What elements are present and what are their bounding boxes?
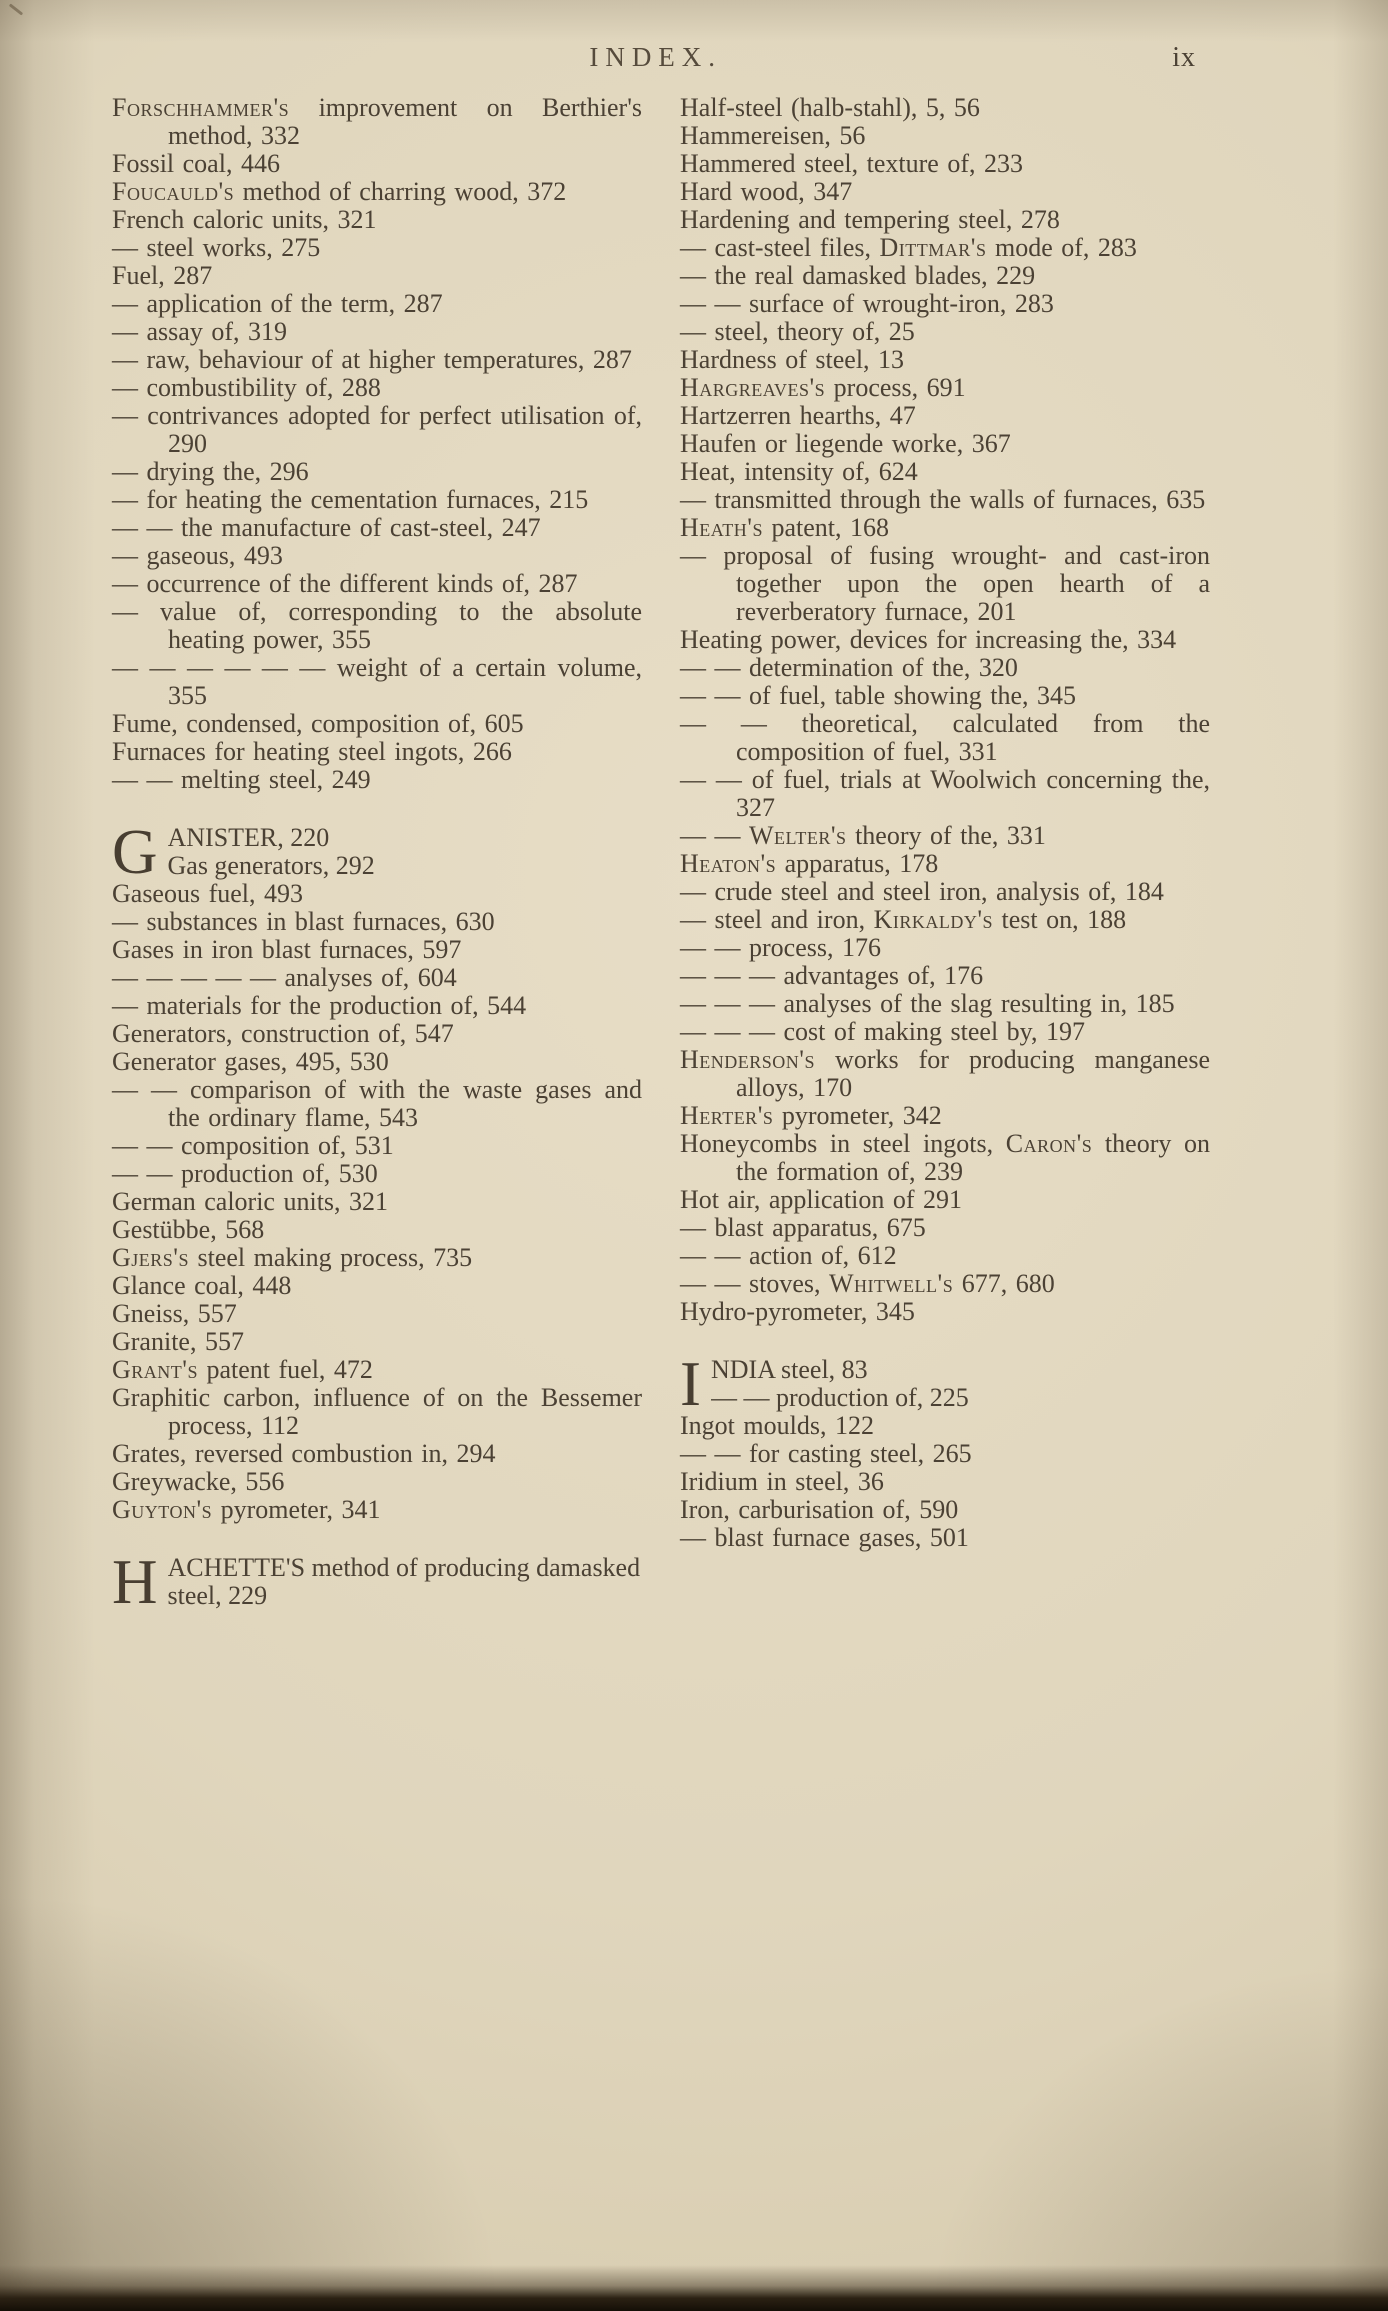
- entry-text: — cast-steel files,: [680, 233, 880, 262]
- index-entry: [112, 1300, 642, 1328]
- index-entry-line: [168, 1554, 643, 1610]
- dropcap-letter: H: [112, 1547, 158, 1617]
- index-entry: [112, 346, 642, 374]
- index-entry-line: [711, 1356, 1210, 1384]
- index-entry: [680, 962, 1210, 990]
- index-column-right: [680, 94, 1210, 1610]
- entry-text: Gases in iron blast furnaces, 597: [112, 935, 462, 964]
- index-entry: [680, 290, 1210, 318]
- entry-text: Hammereisen, 56: [680, 121, 866, 150]
- entry-text: — transmitted through the walls of furnaces, 635: [680, 485, 1206, 514]
- entry-text: — — — analyses of the slag resulting in, 185: [680, 989, 1175, 1018]
- index-entry: [112, 936, 642, 964]
- entry-text: — — composition of, 531: [112, 1131, 394, 1160]
- entry-text: — occurrence of the different kinds of, 287: [112, 569, 578, 598]
- index-entry: [112, 1076, 642, 1132]
- index-entry: [680, 1496, 1210, 1524]
- index-columns: [112, 93, 1210, 1617]
- index-entry: [680, 850, 1210, 878]
- entry-text: — substances in blast furnaces, 630: [112, 907, 495, 936]
- entry-text: Half-steel (halb-stahl), 5, 56: [680, 93, 980, 122]
- index-entry: [112, 654, 642, 710]
- entry-text: Heating power, devices for increasing the, 334: [680, 625, 1177, 654]
- page-header-title: INDEX.: [589, 42, 723, 72]
- section-spacer: [680, 1326, 1210, 1356]
- entry-text: — blast furnace gases, 501: [680, 1523, 969, 1552]
- entry-text: — materials for the production of, 544: [112, 991, 527, 1020]
- entry-text: Haufen or liegende worke, 367: [680, 429, 1011, 458]
- entry-text: Gestübbe, 568: [112, 1215, 265, 1244]
- index-entry: [680, 542, 1210, 626]
- entry-text: Gneiss, 557: [112, 1299, 237, 1328]
- entry-text: — — production of, 530: [112, 1159, 378, 1188]
- index-entry-dropcap: [112, 1547, 642, 1617]
- index-entry: [112, 374, 642, 402]
- entry-text: — — melting steel, 249: [112, 765, 371, 794]
- dropcap-letter: I: [680, 1349, 701, 1419]
- entry-text: Ingot moulds, 122: [680, 1411, 874, 1440]
- section-spacer: [112, 1524, 642, 1554]
- index-entry: [680, 374, 1210, 402]
- index-entry: [112, 1468, 642, 1496]
- entry-text: — the real damasked blades, 229: [680, 261, 1036, 290]
- index-entry: [680, 486, 1210, 514]
- entry-text: — contrivances adopted for perfect utilisation of, 290: [112, 401, 642, 458]
- index-entry: [680, 1214, 1210, 1242]
- entry-text: Generators, construction of, 547: [112, 1019, 454, 1048]
- entry-text: — gaseous, 493: [112, 541, 283, 570]
- entry-text: — crude steel and steel iron, analysis of, 184: [680, 877, 1164, 906]
- index-entry: [680, 178, 1210, 206]
- entry-text: — — action of, 612: [680, 1241, 897, 1270]
- entry-text: Hartzerren hearths, 47: [680, 401, 916, 430]
- entry-name-smallcaps: Heaton's: [680, 849, 777, 878]
- index-entry: [112, 710, 642, 738]
- entry-text: theory on the formation of, 239: [736, 1129, 1210, 1186]
- index-entry: [112, 514, 642, 542]
- index-entry: [680, 150, 1210, 178]
- index-entry: [112, 738, 642, 766]
- entry-text: — — process, 176: [680, 933, 881, 962]
- dropcap-letter: G: [112, 817, 158, 887]
- entry-text: — assay of, 319: [112, 317, 287, 346]
- index-entry: [112, 908, 642, 936]
- index-entry: [680, 1046, 1210, 1102]
- index-entry: [680, 934, 1210, 962]
- entry-text: — — determination of the, 320: [680, 653, 1018, 682]
- scan-artifact-mark: [9, 3, 23, 15]
- entry-text: — — stoves,: [680, 1269, 829, 1298]
- index-entry: [112, 1244, 642, 1272]
- index-entry: [680, 906, 1210, 934]
- entry-text: — combustibility of, 288: [112, 373, 381, 402]
- entry-text: mode of, 283: [986, 233, 1137, 262]
- index-entry: [112, 542, 642, 570]
- entry-text: — — the manufacture of cast-steel, 247: [112, 513, 541, 542]
- entry-text: Hot air, application of 291: [680, 1185, 963, 1214]
- entry-text: Hard wood, 347: [680, 177, 853, 206]
- index-entry: [680, 682, 1210, 710]
- index-entry: [112, 1440, 642, 1468]
- entry-name-smallcaps: Henderson's: [680, 1045, 815, 1074]
- entry-text: Hardness of steel, 13: [680, 345, 905, 374]
- entry-text: ACHETTE'S method of producing damasked steel, 229: [167, 1554, 641, 1610]
- entry-text: — raw, behaviour of at higher temperatures, 287: [112, 345, 632, 374]
- index-entry: [680, 1018, 1210, 1046]
- entry-text: German caloric units, 321: [112, 1187, 389, 1216]
- entry-text: Fossil coal, 446: [112, 149, 280, 178]
- entry-text: Generator gases, 495, 530: [112, 1047, 389, 1076]
- entry-text: works for producing manganese alloys, 170: [736, 1045, 1210, 1102]
- entry-text: — — for casting steel, 265: [680, 1439, 972, 1468]
- entry-name-smallcaps: Heath's: [680, 513, 763, 542]
- index-entry: [680, 878, 1210, 906]
- entry-name-smallcaps: Kirkaldy's: [873, 905, 994, 934]
- index-entry: [680, 402, 1210, 430]
- index-entry: [112, 458, 642, 486]
- entry-text: — — production of, 225: [710, 1384, 969, 1412]
- entry-text: Granite, 557: [112, 1327, 244, 1356]
- entry-text: Furnaces for heating steel ingots, 266: [112, 737, 512, 766]
- index-entry: [112, 1356, 642, 1384]
- entry-text: — blast apparatus, 675: [680, 1213, 926, 1242]
- entry-text: French caloric units, 321: [112, 205, 377, 234]
- entry-text: pyrometer, 341: [212, 1495, 381, 1524]
- index-entry: [112, 766, 642, 794]
- index-entry: [680, 1270, 1210, 1298]
- index-entry: [680, 1412, 1210, 1440]
- entry-name-smallcaps: Herter's: [680, 1101, 774, 1130]
- index-entry: [680, 1524, 1210, 1552]
- index-entry: [112, 94, 642, 150]
- index-entry: [112, 318, 642, 346]
- index-entry-dropcap: [112, 817, 642, 887]
- section-spacer: [112, 794, 642, 824]
- index-entry: [112, 1272, 642, 1300]
- index-entry: [680, 1468, 1210, 1496]
- index-entry: [680, 206, 1210, 234]
- index-entry: [680, 318, 1210, 346]
- entry-name-smallcaps: Hargreaves's: [680, 373, 826, 402]
- entry-text: — — surface of wrought-iron, 283: [680, 289, 1054, 318]
- index-entry: [680, 822, 1210, 850]
- entry-text: Hydro-pyrometer, 345: [680, 1297, 915, 1326]
- entry-name-smallcaps: Whitwell's: [829, 1269, 954, 1298]
- entry-text: Iridium in steel, 36: [680, 1467, 884, 1496]
- entry-name-smallcaps: Gjers's: [112, 1243, 189, 1272]
- entry-text: — —: [680, 821, 749, 850]
- entry-text: — steel, theory of, 25: [680, 317, 915, 346]
- index-entry: [112, 1020, 642, 1048]
- entry-text: Iron, carburisation of, 590: [680, 1495, 959, 1524]
- entry-name-smallcaps: Dittmar's: [879, 233, 987, 262]
- index-entry: [112, 1328, 642, 1356]
- page-number: ix: [1172, 42, 1196, 73]
- entry-text: — steel and iron,: [680, 905, 874, 934]
- entry-text: Heat, intensity of, 624: [680, 457, 918, 486]
- index-entry: [112, 178, 642, 206]
- index-entry: [680, 1186, 1210, 1214]
- entry-text: Grates, reversed combustion in, 294: [112, 1439, 496, 1468]
- entry-text: patent, 168: [762, 513, 889, 542]
- index-entry: [680, 766, 1210, 822]
- entry-name-smallcaps: Foucauld's: [112, 177, 235, 206]
- index-entry: [112, 402, 642, 458]
- index-entry: [680, 1298, 1210, 1326]
- index-entry: [112, 880, 642, 908]
- index-entry: [680, 710, 1210, 766]
- index-entry-line: [711, 1384, 1210, 1412]
- entry-text: method of charring wood, 372: [234, 177, 567, 206]
- index-entry: [112, 1048, 642, 1076]
- entry-name-smallcaps: Forschhammer's: [112, 93, 290, 122]
- entry-text: ANISTER, 220: [167, 824, 330, 852]
- index-entry: [112, 1160, 642, 1188]
- entry-text: test on, 188: [993, 905, 1127, 934]
- entry-text: — — theoretical, calculated from the composition of fuel, 331: [680, 709, 1210, 766]
- index-entry-dropcap: [680, 1349, 1210, 1419]
- index-entry: [680, 94, 1210, 122]
- index-entry: [112, 598, 642, 654]
- entry-text: — drying the, 296: [112, 457, 309, 486]
- entry-text: Gas generators, 292: [167, 852, 375, 880]
- index-entry: [680, 346, 1210, 374]
- entry-text: pyrometer, 342: [773, 1101, 942, 1130]
- entry-text: — — — cost of making steel by, 197: [680, 1017, 1085, 1046]
- index-entry: [680, 654, 1210, 682]
- entry-text: — for heating the cementation furnaces, 215: [112, 485, 589, 514]
- index-entry: [112, 290, 642, 318]
- entry-text: Honeycombs in steel ingots,: [680, 1129, 1006, 1158]
- entry-name-smallcaps: Caron's: [1005, 1129, 1093, 1158]
- entry-text: 677, 680: [953, 1269, 1055, 1298]
- index-entry-line: [168, 852, 643, 880]
- entry-text: patent fuel, 472: [197, 1355, 373, 1384]
- index-entry: [112, 262, 642, 290]
- index-entry: [680, 262, 1210, 290]
- entry-text: — — of fuel, trials at Woolwich concerning the, 327: [680, 765, 1210, 822]
- index-entry: [680, 1440, 1210, 1468]
- index-entry: [112, 992, 642, 1020]
- index-entry: [112, 1496, 642, 1524]
- index-entry: [680, 626, 1210, 654]
- index-entry: [112, 1188, 642, 1216]
- index-column-left: [112, 93, 642, 1617]
- entry-text: — — — — — — weight of a certain volume, 355: [112, 653, 642, 710]
- entry-name-smallcaps: Grant's: [112, 1355, 198, 1384]
- index-entry: [680, 514, 1210, 542]
- entry-text: Fuel, 287: [112, 261, 213, 290]
- entry-name-smallcaps: Welter's: [749, 821, 847, 850]
- index-entry: [112, 570, 642, 598]
- entry-text: Gaseous fuel, 493: [112, 879, 304, 908]
- page-header: [112, 42, 1210, 82]
- entry-text: theory of the, 331: [846, 821, 1046, 850]
- entry-text: Greywacke, 556: [112, 1467, 285, 1496]
- entry-text: — — comparison of with the waste gases and the ordinary flame, 543: [112, 1075, 642, 1132]
- index-entry: [112, 486, 642, 514]
- index-entry: [680, 458, 1210, 486]
- entry-text: NDIA steel, 83: [710, 1356, 868, 1384]
- entry-text: — application of the term, 287: [112, 289, 443, 318]
- index-entry: [112, 206, 642, 234]
- entry-text: Glance coal, 448: [112, 1271, 292, 1300]
- index-entry: [112, 1384, 642, 1440]
- entry-text: — proposal of fusing wrought- and cast-iron together upon the open hearth of a reverberatory furnace, 201: [680, 541, 1210, 626]
- index-entry: [112, 964, 642, 992]
- index-entry: [680, 990, 1210, 1018]
- index-entry: [112, 1216, 642, 1244]
- entry-text: — value of, corresponding to the absolute heating power, 355: [112, 597, 642, 654]
- index-entry: [680, 122, 1210, 150]
- index-entry: [680, 430, 1210, 458]
- index-entry: [680, 1130, 1210, 1186]
- entry-text: — — of fuel, table showing the, 345: [680, 681, 1076, 710]
- entry-text: Fume, condensed, composition of, 605: [112, 709, 524, 738]
- index-entry: [680, 1102, 1210, 1130]
- entry-text: Graphitic carbon, influence of on the Bessemer process, 112: [112, 1383, 642, 1440]
- page-bottom-shadow: [0, 2265, 1388, 2311]
- entry-text: improvement on Berthier's method, 332: [168, 93, 642, 150]
- entry-text: — — — — — analyses of, 604: [112, 963, 457, 992]
- index-entry: [680, 1242, 1210, 1270]
- entry-text: Hardening and tempering steel, 278: [680, 205, 1060, 234]
- index-entry: [112, 234, 642, 262]
- entry-text: — — — advantages of, 176: [680, 961, 984, 990]
- index-entry: [112, 150, 642, 178]
- entry-name-smallcaps: Guyton's: [112, 1495, 213, 1524]
- entry-text: steel making process, 735: [189, 1243, 473, 1272]
- index-entry-line: [168, 824, 643, 852]
- entry-text: Hammered steel, texture of, 233: [680, 149, 1023, 178]
- entry-text: apparatus, 178: [776, 849, 939, 878]
- index-entry: [112, 1132, 642, 1160]
- index-entry: [680, 234, 1210, 262]
- entry-text: — steel works, 275: [112, 233, 321, 262]
- entry-text: process, 691: [825, 373, 966, 402]
